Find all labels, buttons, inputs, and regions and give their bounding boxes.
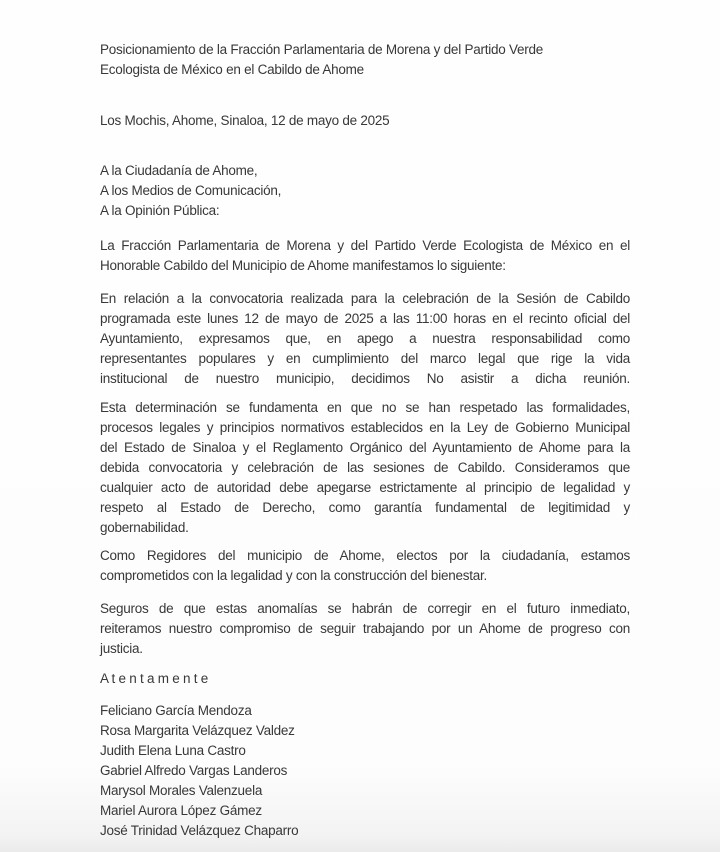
- paragraph-line: institucional de nuestro municipio, decidimos No asistir a dicha reunión.: [100, 371, 630, 386]
- paragraph-line: Como Regidores del municipio de Ahome, electos por la ciudadanía, estamos: [100, 548, 630, 563]
- paragraph-line: En relación a la convocatoria realizada para la celebración de la Sesión de Cabildo: [100, 291, 630, 306]
- signatory-name: Judith Elena Luna Castro: [100, 743, 246, 758]
- addressee-block: [100, 161, 630, 221]
- body-paragraph: [100, 599, 630, 659]
- closing-salutation: A t e n t a m e n t e: [100, 671, 209, 686]
- signatory-name: José Trinidad Velázquez Chaparro: [100, 823, 299, 838]
- paragraph-line: reiteramos nuestro compromiso de seguir trabajando por un Ahome de progreso con: [100, 621, 630, 636]
- addressee-line: A la Ciudadanía de Ahome,: [100, 163, 258, 178]
- paragraph-line: justicia.: [100, 641, 143, 656]
- paragraph-line: Honorable Cabildo del Municipio de Ahome manifestamos lo siguiente:: [100, 258, 506, 273]
- signatory-name: Feliciano García Mendoza: [100, 703, 252, 718]
- paragraph-line: Ayuntamiento, expresamos que, en apego a nuestra responsabilidad como: [100, 331, 630, 346]
- paragraph-line: gobernabilidad.: [100, 520, 189, 535]
- paragraph-line: procesos legales y principios normativos establecidos en la Ley de Gobierno Municipal: [100, 420, 630, 435]
- dateline: Los Mochis, Ahome, Sinaloa, 12 de mayo de 2025: [100, 113, 390, 128]
- body-paragraph: [100, 236, 630, 276]
- body-paragraph: [100, 398, 630, 538]
- addressee-line: A la Opinión Pública:: [100, 203, 220, 218]
- paragraph-line: La Fracción Parlamentaria de Morena y del Partido Verde Ecologista de México en el: [100, 238, 630, 253]
- paragraph-line: cualquier acto de autoridad debe apegarse estrictamente al principio de legalidad y: [100, 480, 630, 495]
- signatory-block: [100, 701, 630, 841]
- paragraph-line: programada este lunes 12 de mayo de 2025 a las 11:00 horas en el recinto oficial del: [100, 311, 630, 326]
- paragraph-line: debida convocatoria y celebración de las sesiones de Cabildo. Consideramos que: [100, 460, 630, 475]
- title-line: Ecologista de México en el Cabildo de Ahome: [100, 62, 364, 77]
- signatory-name: Mariel Aurora López Gámez: [100, 803, 262, 818]
- addressee-line: A los Medios de Comunicación,: [100, 183, 282, 198]
- document-title: [100, 40, 630, 80]
- paragraph-line: comprometidos con la legalidad y con la construcción del bienestar.: [100, 568, 487, 583]
- body-paragraph: [100, 546, 630, 586]
- paragraph-line: respeto al Estado de Derecho, como garantía fundamental de legitimidad y: [100, 500, 630, 515]
- paragraph-line: Seguros de que estas anomalías se habrán de corregir en el futuro inmediato,: [100, 601, 630, 616]
- title-line: Posicionamiento de la Fracción Parlamentaria de Morena y del Partido Verde: [100, 42, 543, 57]
- paragraph-line: Esta determinación se fundamenta en que no se han respetado las formalidades,: [100, 400, 630, 415]
- paragraph-line: del Estado de Sinaloa y el Reglamento Orgánico del Ayuntamiento de Ahome para la: [100, 440, 630, 455]
- paragraph-line: representantes populares y en cumplimiento del marco legal que rige la vida: [100, 351, 630, 366]
- signatory-name: Marysol Morales Valenzuela: [100, 783, 263, 798]
- signatory-name: Gabriel Alfredo Vargas Landeros: [100, 763, 288, 778]
- signatory-name: Rosa Margarita Velázquez Valdez: [100, 723, 295, 738]
- body-paragraph: [100, 289, 630, 389]
